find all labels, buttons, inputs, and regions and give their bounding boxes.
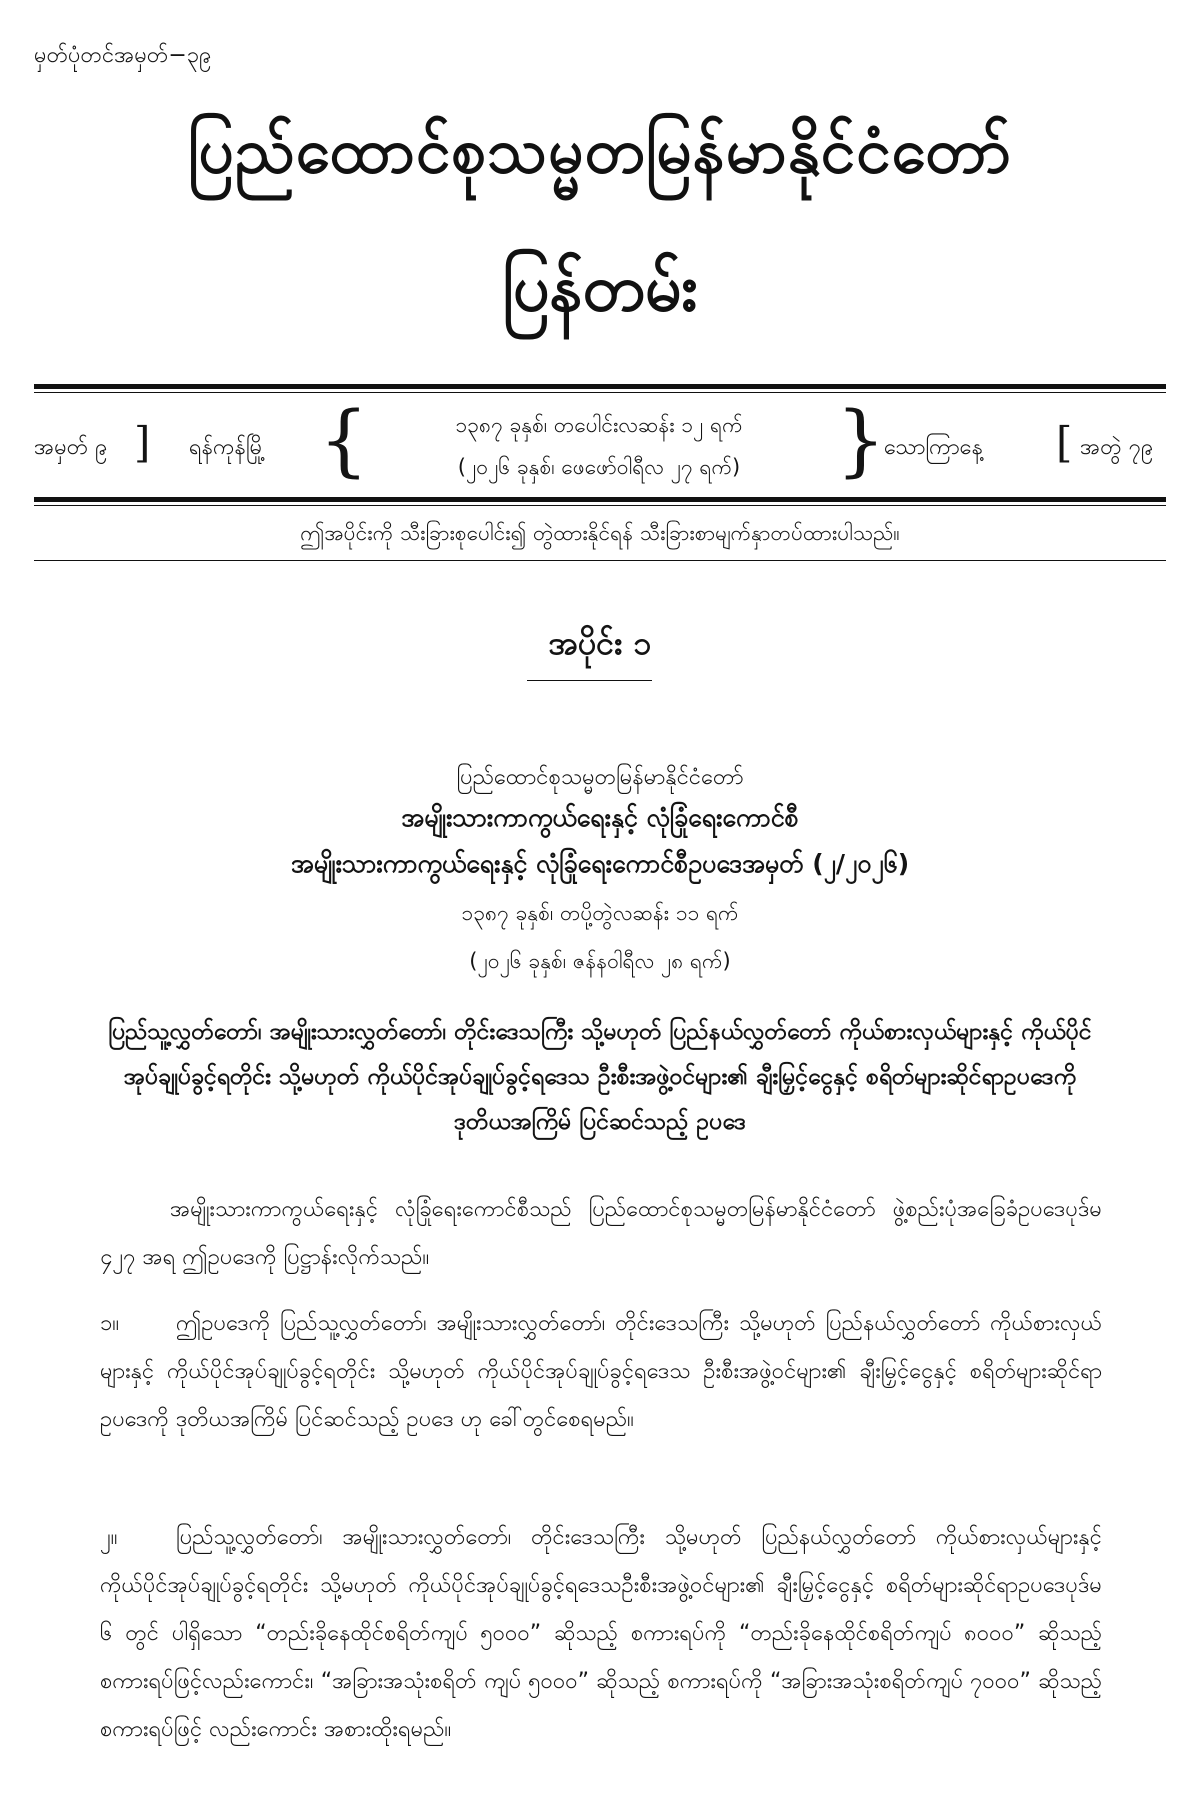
issue-number: အမှတ် ၉	[34, 435, 108, 460]
issue-date-myanmar: ၁၃၈၇ ခုနှစ်၊ တပေါင်းလဆန်း ၁၂ ရက်	[455, 413, 743, 437]
section-2-text: ပြည်သူ့လွှတ်တော်၊ အမျိုးသားလွှတ်တော်၊ တိုင်းဒေသကြီး သို့မဟုတ် ပြည်နယ်လွှတ်တော် ကိုယ်စားလှယ်များနှင့် ကိုယ်ပိုင်အုပ်ချုပ်ခွင့်ရတိုင်း သို့မဟုတ် ကိုယ်ပိုင်အုပ်ချုပ်ခွင့်ရဒေသဦးစီးအဖွဲ့ဝင်များ၏ ချီးမြှင့်ငွေနှင့် စရိတ်များဆိုင်ရာဥပဒေပုဒ်မ ၆ တွင် ပါရှိသော “တည်းခိုနေထိုင်စရိတ်ကျပ် ၅၀၀၀” ဆိုသည့် စကားရပ်ကို “တည်းခိုနေထိုင်စရိတ်ကျပ် ၈၀၀၀” ဆိုသည့် စကားရပ်ဖြင့်လည်းကောင်း၊ “အခြားအသုံးစရိတ် ကျပ် ၅၀၀၀” ဆိုသည့် စကားရပ်ကို “အခြားအသုံးစရိတ်ကျပ် ၇၀၀၀” ဆိုသည့် စကားရပ်ဖြင့် လည်းကောင်း အစားထိုးရမည်။	[100, 1525, 1102, 1742]
masthead-country: ပြည်ထောင်စုသမ္မတမြန်မာနိုင်ငံတော်	[188, 114, 1012, 187]
top-thick-rule	[34, 384, 1166, 389]
issue-bracket: ]	[134, 418, 151, 467]
registration-number: မှတ်ပုံတင်အမှတ်−၃၉	[34, 43, 212, 68]
issue-date-gregorian: (၂၀၂၆ ခုနှစ်၊ ဖေဖော်ဝါရီလ ၂၇ ရက်)	[457, 455, 741, 479]
volume-bracket: [	[1056, 418, 1073, 467]
weekday: သောကြာနေ့	[884, 435, 983, 460]
bottom-thick-rule	[34, 497, 1166, 502]
volume-number: အတွဲ ၇၉	[1080, 435, 1154, 460]
section-2-number: ၂။	[100, 1525, 118, 1550]
part-title-underline	[527, 680, 652, 681]
bottom-thin-rule	[34, 505, 1166, 506]
left-brace: {	[319, 396, 369, 486]
issue-band	[34, 396, 1166, 496]
decree-state: ပြည်ထောင်စုသမ္မတမြန်မာနိုင်ငံတော်	[456, 765, 744, 790]
enactment-paragraph: အမျိုးသားကာကွယ်ရေးနှင့် လုံခြုံရေးကောင်စီသည် ပြည်ထောင်စုသမ္မတမြန်မာနိုင်ငံတော် ဖွဲ့စည်းပုံအခြေခံဥပဒေပုဒ်မ ၄၂၇ အရ ဤဥပဒေကို ပြဋ္ဌာန်းလိုက်သည်။	[100, 1197, 1102, 1270]
masthead-gazette: ပြန်တမ်း	[502, 252, 698, 326]
notice-rule	[34, 560, 1166, 561]
decree-council: အမျိုးသားကာကွယ်ရေးနှင့် လုံခြုံရေးကောင်စီ	[401, 803, 799, 832]
section-1-number: ၁။	[100, 1311, 120, 1336]
right-brace: }	[836, 396, 886, 486]
city-name: ရန်ကုန်မြို့	[189, 435, 266, 460]
law-date-gregorian: (၂၀၂၆ ခုနှစ်၊ ဇန်နဝါရီလ ၂၈ ရက်)	[469, 949, 731, 973]
section-1-text: ဤဥပဒေကို ပြည်သူ့လွှတ်တော်၊ အမျိုးသားလွှတ်တော်၊ တိုင်းဒေသကြီး သို့မဟုတ် ပြည်နယ်လွှတ်တော် ကိုယ်စားလှယ်များနှင့် ကိုယ်ပိုင်အုပ်ချုပ်ခွင့်ရတိုင်း သို့မဟုတ် ကိုယ်ပိုင်အုပ်ချုပ်ခွင့်ရဒေသ ဦးစီးအဖွဲ့ဝင်များ၏ ချီးမြှင့်ငွေနှင့် စရိတ်များဆိုင်ရာဥပဒေကို ဒုတိယအကြိမ် ပြင်ဆင်သည့် ဥပဒေ ဟု ခေါ်တွင်စေရမည်။	[100, 1311, 1102, 1432]
law-heading: ပြည်သူ့လွှတ်တော်၊ အမျိုးသားလွှတ်တော်၊ တိုင်းဒေသကြီး သို့မဟုတ် ပြည်နယ်လွှတ်တော် ကိုယ်စားလှယ်များနှင့် ကိုယ်ပိုင်အုပ်ချုပ်ခွင့်ရတိုင်း သို့မဟုတ် ကိုယ်ပိုင်အုပ်ချုပ်ခွင့်ရဒေသ ဦးစီးအဖွဲ့ဝင်များ၏ ချီးမြှင့်ငွေနှင့် စရိတ်များဆိုင်ရာဥပဒေကို ဒုတိယအကြိမ် ပြင်ဆင်သည့် ဥပဒေ	[108, 1019, 1092, 1135]
law-date-myanmar: ၁၃၈၇ ခုနှစ်၊ တပို့တွဲလဆန်း ၁၁ ရက်	[461, 901, 739, 925]
part-title: အပိုင်း ၁	[548, 624, 652, 662]
top-thin-rule	[34, 392, 1166, 393]
law-number-title: အမျိုးသားကာကွယ်ရေးနှင့် လုံခြုံရေးကောင်စီဥပဒေအမှတ် (၂/၂၀၂၆)	[290, 849, 910, 878]
separate-page-notice: ဤအပိုင်းကို သီးခြားစုပေါင်း၍ တွဲထားနိုင်ရန် သီးခြားစာမျက်နှာတပ်ထားပါသည်။	[300, 521, 900, 545]
section-2	[100, 1514, 1102, 1754]
section-1	[100, 1300, 1102, 1444]
